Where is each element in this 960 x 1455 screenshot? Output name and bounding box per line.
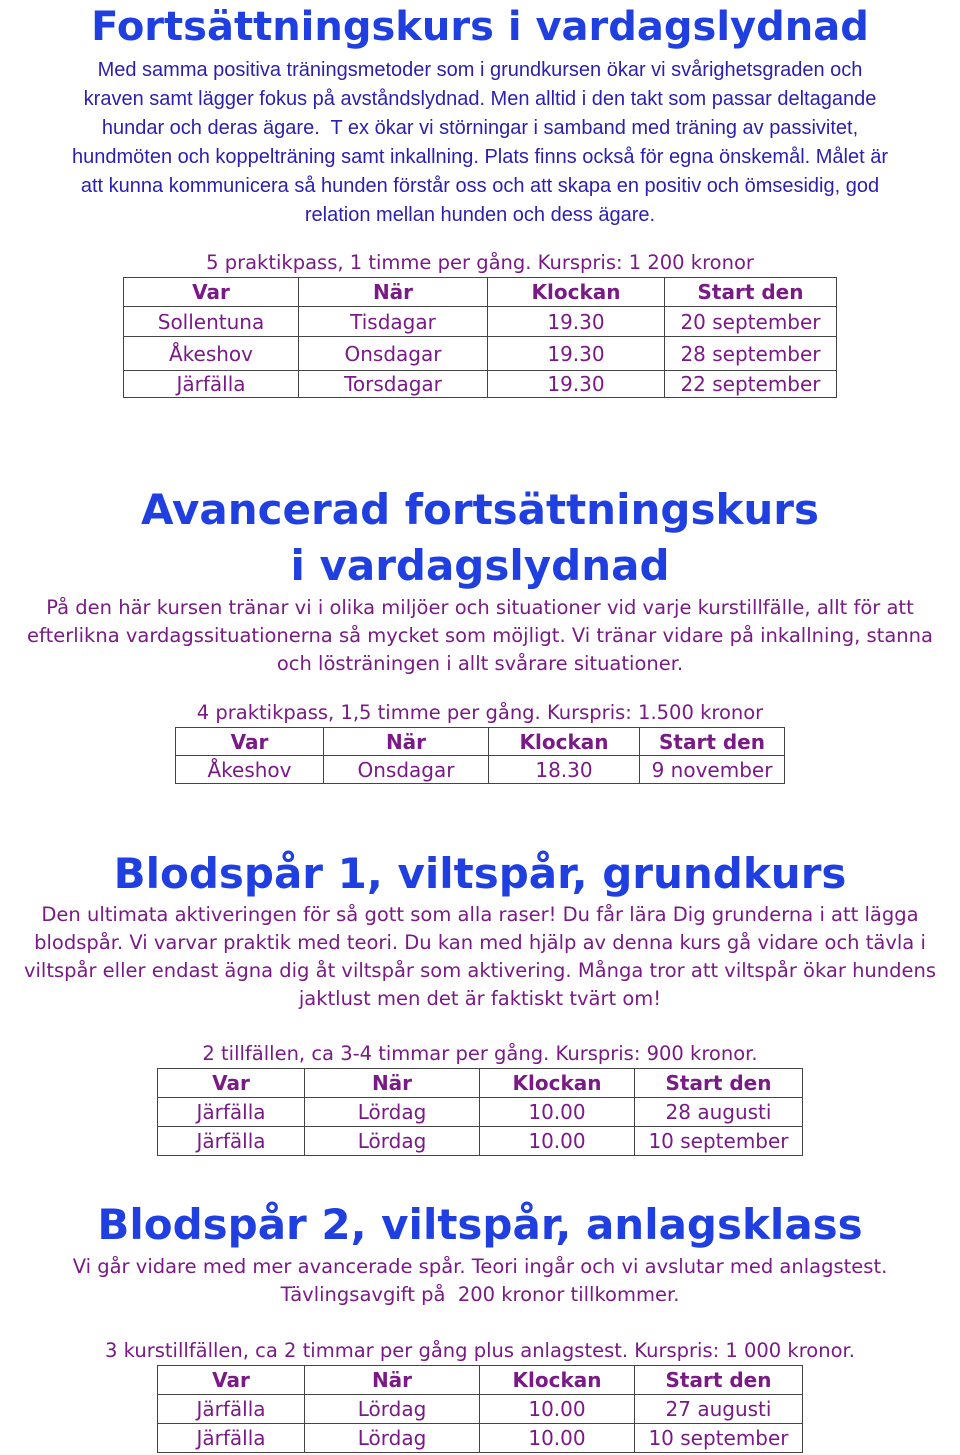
- section1-schedule-table: [123, 277, 837, 398]
- section4-caption: 3 kurstillfällen, ca 2 timmar per gång plus anlagstest. Kurspris: 1 000 kronor.: [105, 1339, 855, 1362]
- header-nar: När: [324, 728, 489, 756]
- header-start: Start den: [635, 1069, 803, 1098]
- cell-var: Järfälla: [124, 371, 299, 398]
- table-row: [158, 1127, 803, 1156]
- cell-klockan: 10.00: [480, 1127, 635, 1156]
- section1-line: Med samma positiva träningsmetoder som i grundkursen ökar vi svårighetsgraden och: [97, 59, 863, 81]
- section1-caption: 5 praktikpass, 1 timme per gång. Kurspris: 1 200 kronor: [206, 251, 754, 274]
- header-var: Var: [124, 278, 299, 307]
- cell-start: 28 september: [665, 337, 837, 371]
- section1-paragraph: [0, 56, 960, 230]
- cell-nar: Lördag: [305, 1395, 480, 1424]
- section2-title-line2: i vardagslydnad: [290, 541, 670, 590]
- table-row: [158, 1395, 803, 1424]
- header-klockan: Klockan: [488, 278, 665, 307]
- cell-var: Järfälla: [158, 1098, 305, 1127]
- table-header-row: [176, 728, 785, 756]
- table-row: [124, 337, 837, 371]
- cell-start: 10 september: [635, 1424, 803, 1453]
- section1-title: Fortsättningskurs i vardagslydnad: [91, 4, 869, 50]
- section3-line: jaktlust men det är faktiskt tvärt om!: [298, 987, 662, 1010]
- cell-nar: Lördag: [305, 1098, 480, 1127]
- header-start: Start den: [640, 728, 785, 756]
- table-row: [176, 756, 785, 784]
- section2-paragraph: [0, 594, 960, 678]
- table-row: [124, 307, 837, 337]
- section1-line: relation mellan hunden och dess ägare.: [304, 204, 656, 226]
- section3-schedule-table: [157, 1068, 803, 1156]
- header-var: Var: [176, 728, 324, 756]
- section4-paragraph: [0, 1253, 960, 1309]
- section3-title: Blodspår 1, viltspår, grundkurs: [113, 849, 847, 898]
- table-row: [158, 1098, 803, 1127]
- cell-nar: Torsdagar: [299, 371, 488, 398]
- table-header-row: [158, 1069, 803, 1098]
- cell-klockan: 10.00: [480, 1098, 635, 1127]
- header-start: Start den: [635, 1366, 803, 1395]
- cell-klockan: 19.30: [488, 371, 665, 398]
- cell-klockan: 19.30: [488, 307, 665, 337]
- cell-var: Järfälla: [158, 1127, 305, 1156]
- cell-start: 28 augusti: [635, 1098, 803, 1127]
- header-var: Var: [158, 1366, 305, 1395]
- section2-caption: 4 praktikpass, 1,5 timme per gång. Kurspris: 1.500 kronor: [196, 701, 764, 724]
- header-var: Var: [158, 1069, 305, 1098]
- cell-nar: Tisdagar: [299, 307, 488, 337]
- section2-schedule-table: [175, 727, 785, 784]
- section3-paragraph: [0, 901, 960, 1013]
- header-klockan: Klockan: [480, 1069, 635, 1098]
- cell-klockan: 18.30: [489, 756, 640, 784]
- cell-klockan: 10.00: [480, 1424, 635, 1453]
- section3-line: viltspår eller endast ägna dig åt viltspår som aktivering. Många tror att viltspår ökar hundens: [23, 959, 937, 982]
- cell-var: Järfälla: [158, 1424, 305, 1453]
- section2-line: På den här kursen tränar vi i olika miljöer och situationer vid varje kurstillfälle, allt för att: [46, 596, 914, 619]
- header-nar: När: [299, 278, 488, 307]
- cell-var: Åkeshov: [176, 756, 324, 784]
- section4-title: Blodspår 2, viltspår, anlagsklass: [97, 1200, 863, 1249]
- cell-var: Åkeshov: [124, 337, 299, 371]
- table-header-row: [158, 1366, 803, 1395]
- table-header-row: [124, 278, 837, 307]
- section2-line: efterlikna vardagssituationerna så mycket som möjligt. Vi tränar vidare på inkallning, stanna: [27, 624, 933, 647]
- cell-klockan: 10.00: [480, 1395, 635, 1424]
- section2-line: och lösträningen i allt svårare situationer.: [276, 652, 684, 675]
- section1-line: hundmöten och koppelträning samt inkallning. Plats finns också för egna önskemål. Målet är: [71, 146, 888, 168]
- cell-nar: Onsdagar: [324, 756, 489, 784]
- table-row: [124, 371, 837, 398]
- header-nar: När: [305, 1366, 480, 1395]
- section2-title-line1: Avancerad fortsättningskurs: [141, 485, 819, 534]
- cell-nar: Lördag: [305, 1424, 480, 1453]
- cell-nar: Onsdagar: [299, 337, 488, 371]
- section4-line: Tävlingsavgift på 200 kronor tillkommer.: [280, 1283, 680, 1306]
- cell-start: 9 november: [640, 756, 785, 784]
- cell-start: 22 september: [665, 371, 837, 398]
- header-klockan: Klockan: [480, 1366, 635, 1395]
- cell-start: 20 september: [665, 307, 837, 337]
- section1-line: att kunna kommunicera så hunden förstår oss och att skapa en positiv och ömsesidig, god: [80, 175, 880, 197]
- header-start: Start den: [665, 278, 837, 307]
- cell-var: Sollentuna: [124, 307, 299, 337]
- cell-start: 10 september: [635, 1127, 803, 1156]
- section4-line: Vi går vidare med mer avancerade spår. Teori ingår och vi avslutar med anlagstest.: [72, 1255, 888, 1278]
- cell-nar: Lördag: [305, 1127, 480, 1156]
- section3-line: blodspår. Vi varvar praktik med teori. Du kan med hjälp av denna kurs gå vidare och tävla i: [34, 931, 926, 954]
- header-klockan: Klockan: [489, 728, 640, 756]
- section1-line: kraven samt lägger fokus på avståndslydnad. Men alltid i den takt som passar deltagande: [83, 88, 877, 110]
- section3-line: Den ultimata aktiveringen för så gott som alla raser! Du får lära Dig grunderna i att lägga: [41, 903, 919, 926]
- section4-schedule-table: [157, 1365, 803, 1453]
- section1-line: hundar och deras ägare. T ex ökar vi störningar i samband med träning av passivitet,: [101, 117, 859, 139]
- section3-caption: 2 tillfällen, ca 3-4 timmar per gång. Kurspris: 900 kronor.: [202, 1042, 758, 1065]
- cell-klockan: 19.30: [488, 337, 665, 371]
- cell-start: 27 augusti: [635, 1395, 803, 1424]
- table-row: [158, 1424, 803, 1453]
- header-nar: När: [305, 1069, 480, 1098]
- cell-var: Järfälla: [158, 1395, 305, 1424]
